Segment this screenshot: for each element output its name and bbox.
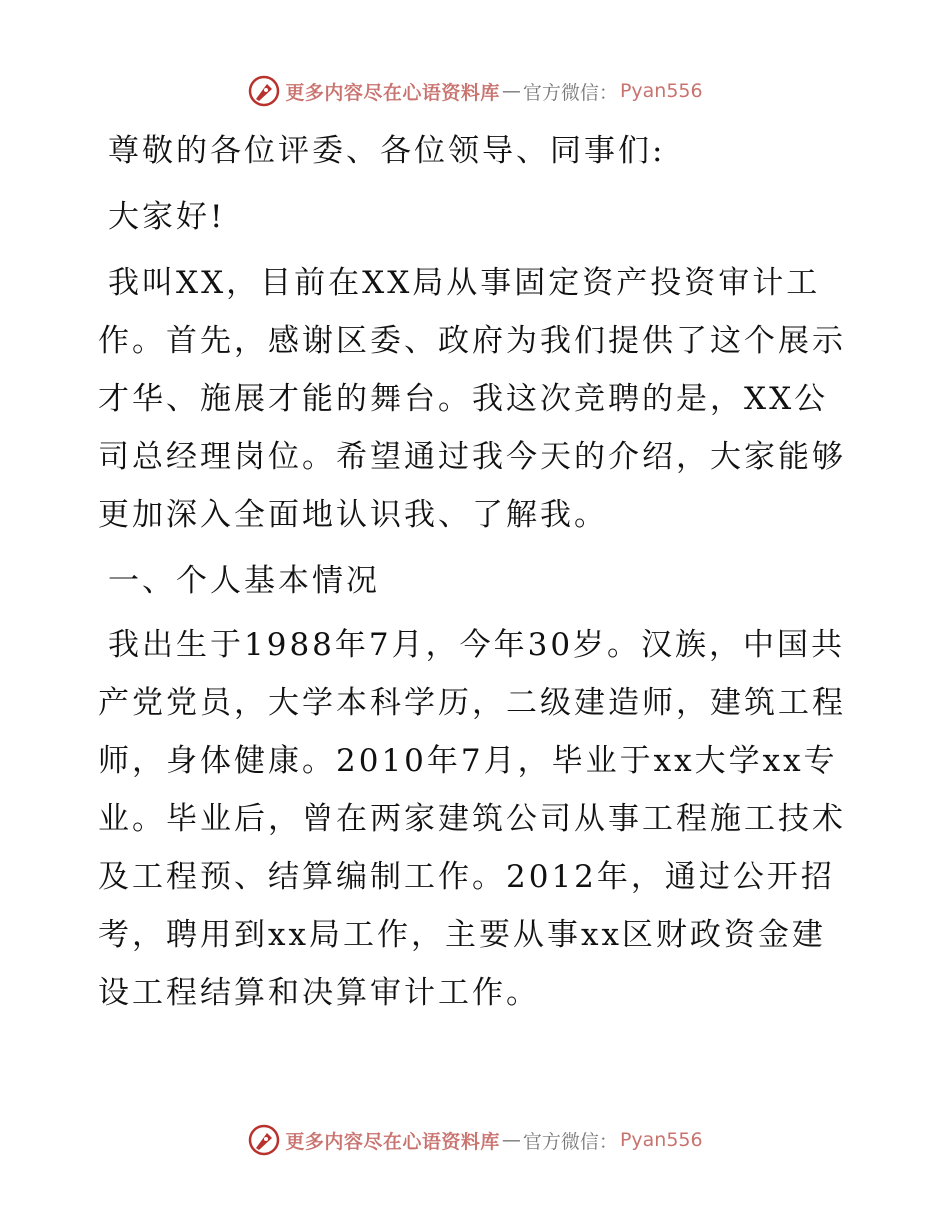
watermark-id: Pyan556	[619, 1129, 703, 1151]
pen-nib-logo-icon	[247, 74, 281, 108]
watermark-id: Pyan556	[619, 80, 703, 102]
salutation: 尊敬的各位评委、各位领导、同事们:	[108, 133, 666, 169]
header-watermark	[0, 71, 950, 111]
watermark-separator: —	[501, 80, 521, 102]
document-body	[98, 122, 858, 1030]
watermark-separator: —	[501, 1129, 521, 1151]
greeting: 大家好!	[108, 199, 226, 235]
section-paragraph: 我出生于1988年7月，今年30岁。汉族，中国共产党党员，大学本科学历，二级建造师，建筑工程师，身体健康。2010年7月，毕业于xx大学xx专业。毕业后，曾在两家建筑公司从事工程施工技术及工程预、结算编制工作。2012年，通过公开招考，聘用到xx局工作，主要从事xx区财政资金建设工程结算和决算审计工作。	[98, 627, 846, 1011]
watermark-main-text: 更多内容尽在心语资料库	[285, 81, 500, 104]
pen-nib-logo-icon	[247, 1123, 281, 1157]
intro-paragraph: 我叫XX，目前在XX局从事固定资产投资审计工作。首先，感谢区委、政府为我们提供了这个展示才华、施展才能的舞台。我这次竞聘的是，XX公司总经理岗位。希望通过我今天的介绍，大家能够更加深入全面地认识我、了解我。	[98, 265, 846, 533]
section-heading: 一、个人基本情况	[108, 563, 380, 599]
footer-watermark	[0, 1120, 950, 1160]
watermark-label: 官方微信：	[522, 1130, 618, 1153]
watermark-main-text: 更多内容尽在心语资料库	[285, 1130, 500, 1153]
watermark-label: 官方微信：	[522, 81, 618, 104]
